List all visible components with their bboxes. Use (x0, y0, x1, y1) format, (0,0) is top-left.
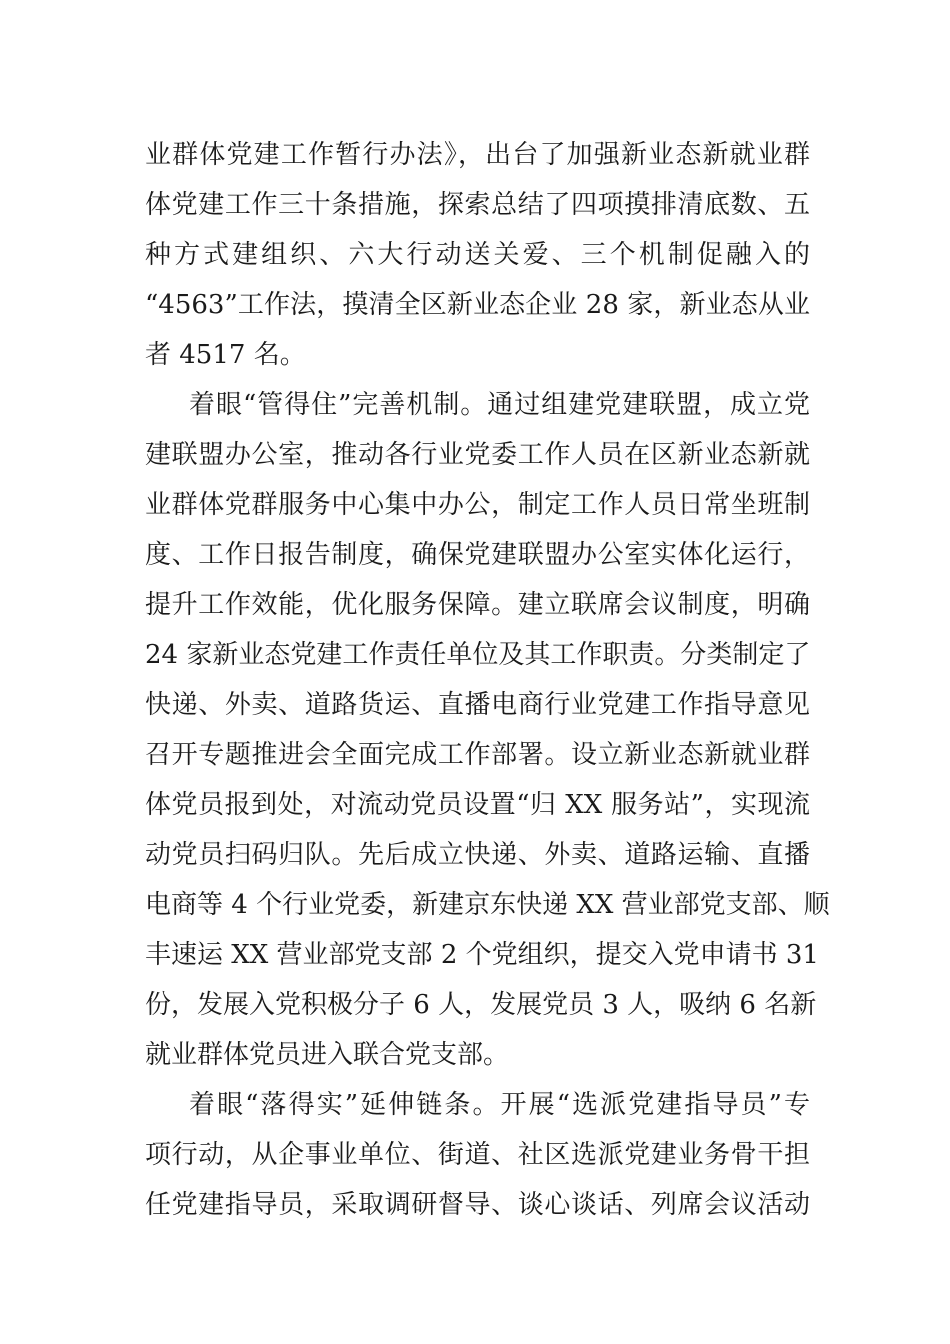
paragraph (145, 380, 830, 1080)
paragraph-line: 业群体党群服务中心集中办公，制定工作人员日常坐班制 (145, 490, 810, 520)
paragraph-line: 份，发展入党积极分子 6 人，发展党员 3 人，吸纳 6 名新 (145, 990, 817, 1020)
paragraph-line: 种方式建组织、六大行动送关爱、三个机制促融入的 (145, 240, 810, 270)
paragraph-line: 24 家新业态党建工作责任单位及其工作职责。分类制定了 (145, 640, 811, 670)
paragraph-line: 就业群体党员进入联合党支部。 (145, 1040, 510, 1070)
paragraph-line: 任党建指导员，采取调研督导、谈心谈话、列席会议活动 (145, 1190, 810, 1220)
paragraph (145, 1080, 810, 1230)
paragraph-line: 度、工作日报告制度，确保党建联盟办公室实体化运行， (145, 540, 810, 570)
paragraph-line: 着眼“管得住”完善机制。通过组建党建联盟，成立党 (189, 390, 810, 420)
paragraph-line: 召开专题推进会全面完成工作部署。设立新业态新就业群 (145, 740, 810, 770)
paragraph-line: 体党员报到处，对流动党员设置“归 XX 服务站”，实现流 (145, 790, 810, 820)
paragraph-line: 快递、外卖、道路货运、直播电商行业党建工作指导意见 (145, 690, 810, 720)
paragraph (145, 130, 810, 380)
paragraph-line: 者 4517 名。 (145, 340, 306, 370)
paragraph-line: 项行动，从企事业单位、街道、社区选派党建业务骨干担 (145, 1140, 810, 1170)
paragraph-line: 业群体党建工作暂行办法》，出台了加强新业态新就业群 (145, 140, 810, 170)
paragraph-line: 丰速运 XX 营业部党支部 2 个党组织，提交入党申请书 31 (145, 940, 819, 970)
paragraph-line: “4563”工作法，摸清全区新业态企业 28 家，新业态从业 (145, 290, 810, 320)
paragraph-line: 建联盟办公室，推动各行业党委工作人员在区新业态新就 (145, 440, 810, 470)
paragraph-line: 体党建工作三十条措施，探索总结了四项摸排清底数、五 (145, 190, 810, 220)
paragraph-line: 电商等 4 个行业党委，新建京东快递 XX 营业部党支部、顺 (145, 890, 830, 920)
paragraph-line: 着眼“落得实”延伸链条。开展“选派党建指导员”专 (189, 1090, 810, 1120)
document-body (145, 130, 830, 1230)
paragraph-line: 动党员扫码归队。先后成立快递、外卖、道路运输、直播 (145, 840, 810, 870)
paragraph-line: 提升工作效能，优化服务保障。建立联席会议制度，明确 (145, 590, 810, 620)
